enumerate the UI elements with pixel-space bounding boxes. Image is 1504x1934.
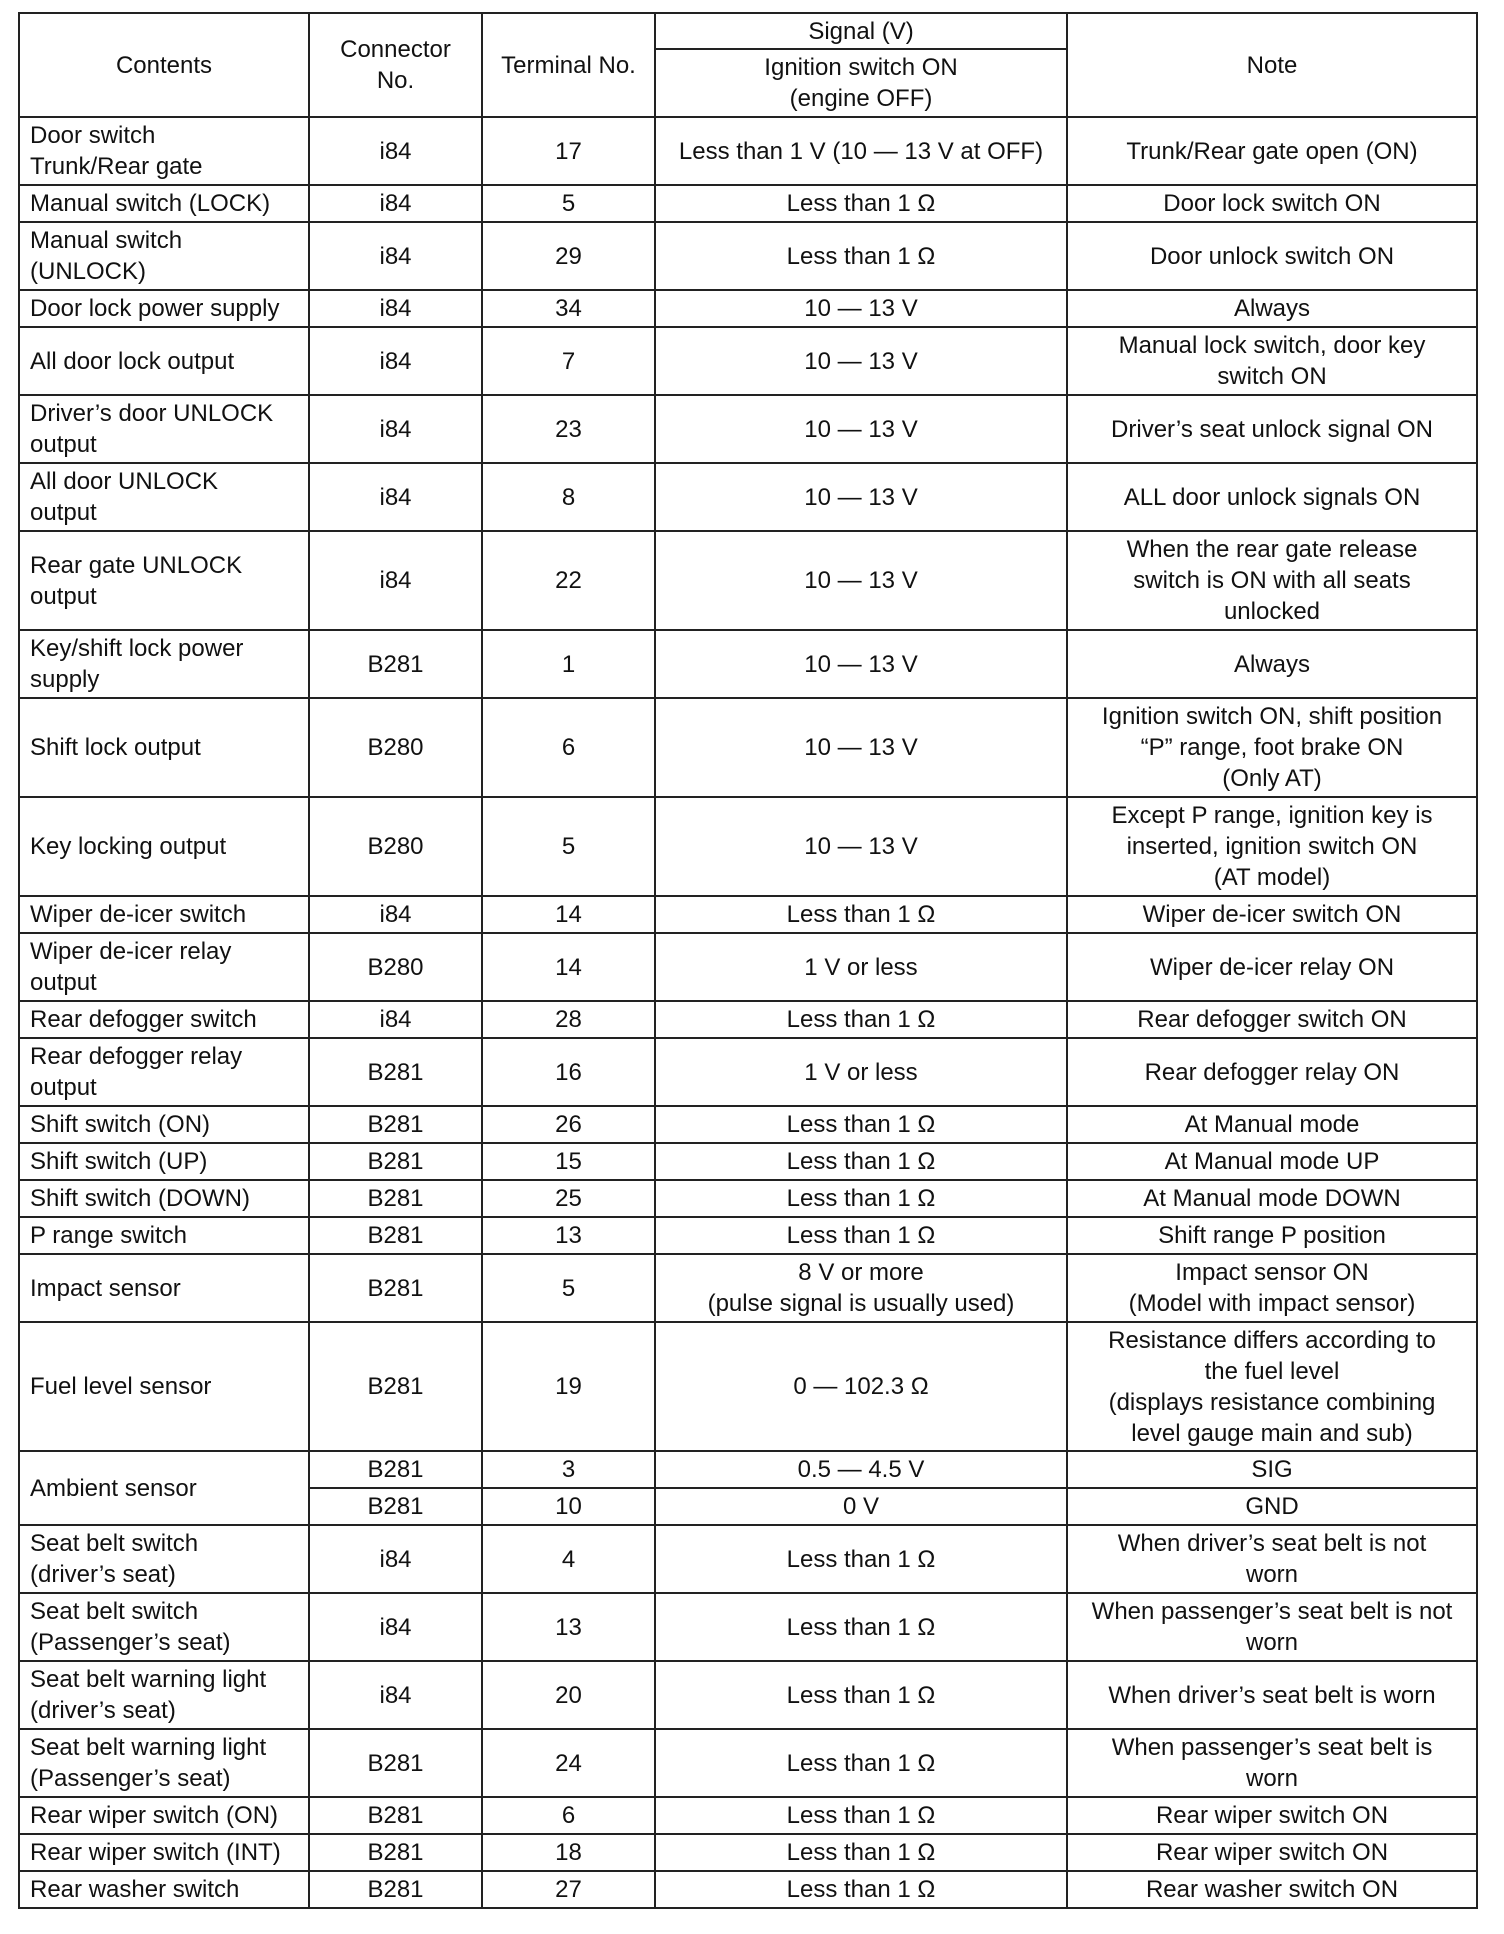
cell-terminal: 24: [482, 1729, 655, 1797]
cell-connector: i84: [309, 117, 482, 185]
cell-note: Ignition switch ON, shift position “P” range, foot brake ON (Only AT): [1067, 698, 1477, 797]
cell-contents: Rear wiper switch (INT): [19, 1834, 309, 1871]
cell-terminal: 18: [482, 1834, 655, 1871]
table-row: [19, 630, 1477, 698]
table-row: [19, 1593, 1477, 1661]
cell-note: Rear washer switch ON: [1067, 1871, 1477, 1908]
cell-connector: B281: [309, 1106, 482, 1143]
cell-connector: i84: [309, 222, 482, 290]
cell-note: Wiper de-icer relay ON: [1067, 933, 1477, 1001]
cell-connector: i84: [309, 327, 482, 395]
cell-connector: i84: [309, 290, 482, 327]
cell-terminal: 13: [482, 1593, 655, 1661]
cell-signal: Less than 1 Ω: [655, 896, 1067, 933]
cell-note: At Manual mode: [1067, 1106, 1477, 1143]
cell-note: Door lock switch ON: [1067, 185, 1477, 222]
cell-signal: Less than 1 Ω: [655, 1871, 1067, 1908]
cell-connector: B280: [309, 797, 482, 896]
cell-signal: Less than 1 Ω: [655, 1661, 1067, 1729]
cell-terminal: 25: [482, 1180, 655, 1217]
table-row: [19, 290, 1477, 327]
table-row: [19, 1525, 1477, 1593]
cell-connector: i84: [309, 1593, 482, 1661]
table-row: [19, 1217, 1477, 1254]
cell-terminal: 14: [482, 896, 655, 933]
cell-note: When passenger’s seat belt is not worn: [1067, 1593, 1477, 1661]
cell-signal: 0.5 — 4.5 V: [655, 1451, 1067, 1488]
cell-contents: Door lock power supply: [19, 290, 309, 327]
cell-connector: i84: [309, 463, 482, 531]
header-contents: Contents: [19, 13, 309, 117]
table-row: [19, 933, 1477, 1001]
cell-terminal: 28: [482, 1001, 655, 1038]
cell-connector: B281: [309, 1834, 482, 1871]
table-row: [19, 1834, 1477, 1871]
cell-contents: Seat belt switch (Passenger’s seat): [19, 1593, 309, 1661]
table-row: [19, 896, 1477, 933]
cell-contents: Wiper de-icer switch: [19, 896, 309, 933]
cell-signal: 8 V or more (pulse signal is usually used): [655, 1254, 1067, 1322]
table-header: [19, 13, 1477, 117]
cell-note: ALL door unlock signals ON: [1067, 463, 1477, 531]
cell-signal: 10 — 13 V: [655, 630, 1067, 698]
cell-contents: Shift switch (DOWN): [19, 1180, 309, 1217]
cell-connector: B281: [309, 1451, 482, 1488]
cell-note: Rear defogger relay ON: [1067, 1038, 1477, 1106]
cell-contents: Fuel level sensor: [19, 1322, 309, 1451]
cell-signal: Less than 1 Ω: [655, 1797, 1067, 1834]
cell-terminal: 13: [482, 1217, 655, 1254]
table-row: [19, 1106, 1477, 1143]
cell-contents: Rear wiper switch (ON): [19, 1797, 309, 1834]
cell-note: GND: [1067, 1488, 1477, 1525]
cell-terminal: 15: [482, 1143, 655, 1180]
cell-signal: Less than 1 Ω: [655, 1217, 1067, 1254]
cell-contents: Seat belt switch (driver’s seat): [19, 1525, 309, 1593]
cell-note: Impact sensor ON (Model with impact sensor): [1067, 1254, 1477, 1322]
table-row: [19, 1001, 1477, 1038]
table-row: [19, 1143, 1477, 1180]
cell-contents: Driver’s door UNLOCK output: [19, 395, 309, 463]
cell-note: Resistance differs according to the fuel level (displays resistance combining level gauge main and sub): [1067, 1322, 1477, 1451]
cell-terminal: 14: [482, 933, 655, 1001]
cell-signal: Less than 1 Ω: [655, 1001, 1067, 1038]
header-terminal: Terminal No.: [482, 13, 655, 117]
header-connector: Connector No.: [309, 13, 482, 117]
cell-note: When passenger’s seat belt is worn: [1067, 1729, 1477, 1797]
table-row: [19, 698, 1477, 797]
cell-connector: B281: [309, 630, 482, 698]
table-row: [19, 531, 1477, 630]
cell-contents: Ambient sensor: [19, 1451, 309, 1525]
cell-note: When driver’s seat belt is worn: [1067, 1661, 1477, 1729]
cell-connector: i84: [309, 1525, 482, 1593]
cell-connector: i84: [309, 531, 482, 630]
cell-connector: i84: [309, 1661, 482, 1729]
cell-contents: Impact sensor: [19, 1254, 309, 1322]
cell-signal: Less than 1 Ω: [655, 1834, 1067, 1871]
cell-contents: Door switch Trunk/Rear gate: [19, 117, 309, 185]
cell-connector: B281: [309, 1038, 482, 1106]
cell-terminal: 5: [482, 797, 655, 896]
table-row: [19, 1871, 1477, 1908]
cell-connector: B281: [309, 1729, 482, 1797]
cell-terminal: 20: [482, 1661, 655, 1729]
cell-connector: B280: [309, 698, 482, 797]
cell-contents: Wiper de-icer relay output: [19, 933, 309, 1001]
cell-note: Wiper de-icer switch ON: [1067, 896, 1477, 933]
cell-connector: B281: [309, 1322, 482, 1451]
cell-terminal: 4: [482, 1525, 655, 1593]
cell-note: When the rear gate release switch is ON with all seats unlocked: [1067, 531, 1477, 630]
cell-connector: B281: [309, 1143, 482, 1180]
cell-signal: Less than 1 Ω: [655, 1143, 1067, 1180]
cell-note: When driver’s seat belt is not worn: [1067, 1525, 1477, 1593]
cell-terminal: 10: [482, 1488, 655, 1525]
cell-signal: 10 — 13 V: [655, 463, 1067, 531]
cell-note: Shift range P position: [1067, 1217, 1477, 1254]
cell-signal: 0 — 102.3 Ω: [655, 1322, 1067, 1451]
cell-contents: Seat belt warning light (driver’s seat): [19, 1661, 309, 1729]
cell-terminal: 6: [482, 698, 655, 797]
cell-connector: B281: [309, 1217, 482, 1254]
cell-terminal: 5: [482, 1254, 655, 1322]
cell-terminal: 22: [482, 531, 655, 630]
cell-note: Driver’s seat unlock signal ON: [1067, 395, 1477, 463]
table-row: [19, 1254, 1477, 1322]
cell-signal: Less than 1 Ω: [655, 1593, 1067, 1661]
cell-connector: B281: [309, 1180, 482, 1217]
cell-note: Door unlock switch ON: [1067, 222, 1477, 290]
cell-connector: B281: [309, 1488, 482, 1525]
cell-terminal: 34: [482, 290, 655, 327]
cell-note: Manual lock switch, door key switch ON: [1067, 327, 1477, 395]
cell-contents: P range switch: [19, 1217, 309, 1254]
cell-terminal: 3: [482, 1451, 655, 1488]
cell-contents: Key locking output: [19, 797, 309, 896]
cell-contents: Manual switch (UNLOCK): [19, 222, 309, 290]
cell-note: At Manual mode UP: [1067, 1143, 1477, 1180]
cell-signal: 10 — 13 V: [655, 797, 1067, 896]
table-row: [19, 1729, 1477, 1797]
cell-terminal: 26: [482, 1106, 655, 1143]
cell-terminal: 16: [482, 1038, 655, 1106]
cell-signal: 1 V or less: [655, 933, 1067, 1001]
cell-note: Trunk/Rear gate open (ON): [1067, 117, 1477, 185]
table-row: [19, 1322, 1477, 1451]
cell-connector: B281: [309, 1254, 482, 1322]
header-signal-sub: Ignition switch ON (engine OFF): [655, 49, 1067, 117]
cell-note: At Manual mode DOWN: [1067, 1180, 1477, 1217]
cell-note: Always: [1067, 630, 1477, 698]
cell-connector: i84: [309, 395, 482, 463]
cell-terminal: 8: [482, 463, 655, 531]
cell-contents: Rear defogger relay output: [19, 1038, 309, 1106]
cell-signal: 10 — 13 V: [655, 698, 1067, 797]
cell-note: Rear wiper switch ON: [1067, 1834, 1477, 1871]
cell-connector: i84: [309, 896, 482, 933]
cell-connector: B281: [309, 1797, 482, 1834]
cell-terminal: 17: [482, 117, 655, 185]
cell-contents: All door UNLOCK output: [19, 463, 309, 531]
cell-contents: Shift switch (UP): [19, 1143, 309, 1180]
table-row: [19, 1180, 1477, 1217]
cell-signal: Less than 1 Ω: [655, 1525, 1067, 1593]
header-note: Note: [1067, 13, 1477, 117]
table-row: [19, 327, 1477, 395]
cell-signal: Less than 1 V (10 — 13 V at OFF): [655, 117, 1067, 185]
cell-terminal: 5: [482, 185, 655, 222]
cell-signal: 10 — 13 V: [655, 395, 1067, 463]
cell-contents: Shift lock output: [19, 698, 309, 797]
cell-note: Rear defogger switch ON: [1067, 1001, 1477, 1038]
cell-connector: B280: [309, 933, 482, 1001]
cell-signal: 0 V: [655, 1488, 1067, 1525]
table-row: [19, 1661, 1477, 1729]
cell-contents: Seat belt warning light (Passenger’s seat): [19, 1729, 309, 1797]
cell-terminal: 19: [482, 1322, 655, 1451]
cell-signal: Less than 1 Ω: [655, 1180, 1067, 1217]
cell-terminal: 27: [482, 1871, 655, 1908]
table-row: [19, 1451, 1477, 1488]
cell-signal: Less than 1 Ω: [655, 1729, 1067, 1797]
cell-terminal: 29: [482, 222, 655, 290]
cell-contents: Rear gate UNLOCK output: [19, 531, 309, 630]
table-row: [19, 463, 1477, 531]
table-row: [19, 117, 1477, 185]
cell-signal: 10 — 13 V: [655, 290, 1067, 327]
table-row: [19, 1797, 1477, 1834]
cell-connector: i84: [309, 1001, 482, 1038]
cell-note: Always: [1067, 290, 1477, 327]
header-row: [19, 13, 1477, 49]
cell-signal: 10 — 13 V: [655, 327, 1067, 395]
cell-connector: i84: [309, 185, 482, 222]
cell-terminal: 23: [482, 395, 655, 463]
table-row: [19, 185, 1477, 222]
cell-signal: 10 — 13 V: [655, 531, 1067, 630]
cell-contents: Manual switch (LOCK): [19, 185, 309, 222]
cell-contents: Rear washer switch: [19, 1871, 309, 1908]
cell-note: Except P range, ignition key is inserted, ignition switch ON (AT model): [1067, 797, 1477, 896]
signal-table-sheet: [18, 12, 1476, 1909]
cell-terminal: 7: [482, 327, 655, 395]
cell-contents: Shift switch (ON): [19, 1106, 309, 1143]
cell-signal: Less than 1 Ω: [655, 185, 1067, 222]
cell-contents: All door lock output: [19, 327, 309, 395]
table-row: [19, 797, 1477, 896]
cell-contents: Rear defogger switch: [19, 1001, 309, 1038]
cell-terminal: 6: [482, 1797, 655, 1834]
cell-signal: Less than 1 Ω: [655, 222, 1067, 290]
cell-note: Rear wiper switch ON: [1067, 1797, 1477, 1834]
cell-signal: Less than 1 Ω: [655, 1106, 1067, 1143]
signal-table: [18, 12, 1478, 1909]
table-row: [19, 1038, 1477, 1106]
table-body: [19, 117, 1477, 1908]
cell-terminal: 1: [482, 630, 655, 698]
cell-connector: B281: [309, 1871, 482, 1908]
cell-signal: 1 V or less: [655, 1038, 1067, 1106]
header-signal: Signal (V): [655, 13, 1067, 49]
cell-note: SIG: [1067, 1451, 1477, 1488]
table-row: [19, 222, 1477, 290]
table-row: [19, 395, 1477, 463]
cell-contents: Key/shift lock power supply: [19, 630, 309, 698]
